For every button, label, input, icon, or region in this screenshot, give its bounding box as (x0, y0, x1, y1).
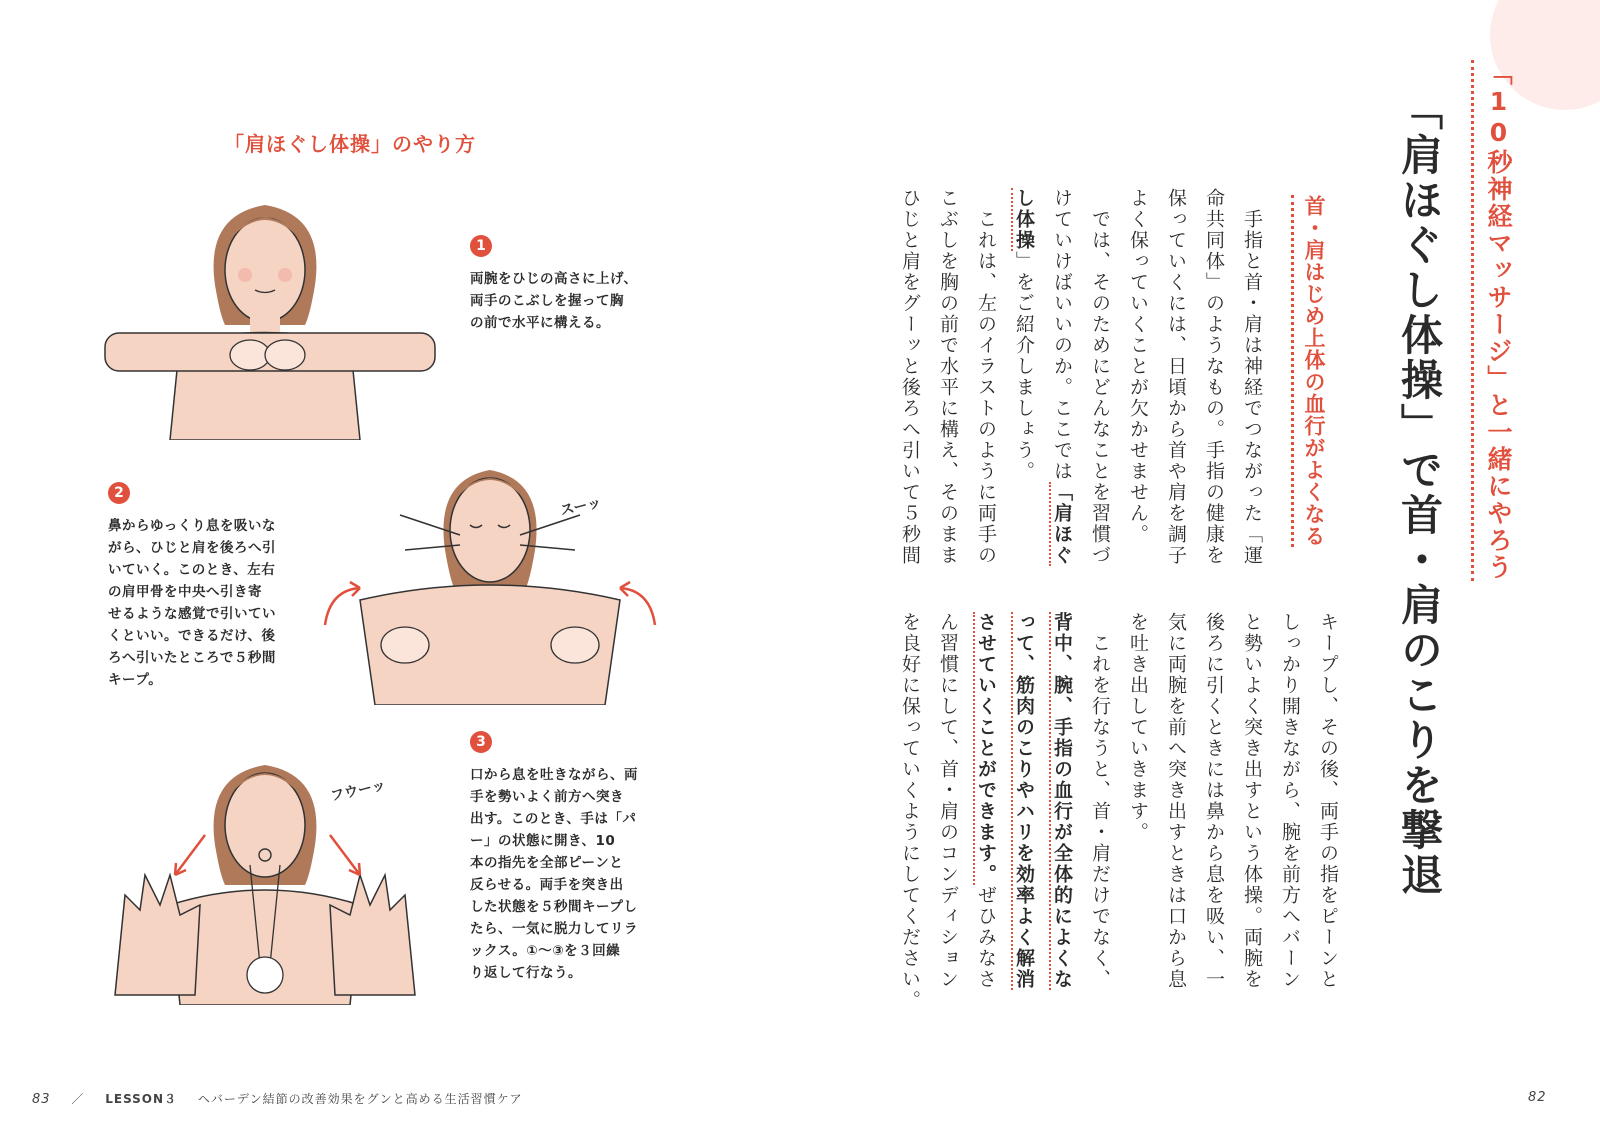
body-lower-line-1: キープし、その後、両手の指をピーンと (1317, 612, 1339, 990)
body-upper-line-1: 手指と首・肩は神経でつながった「運 (1241, 188, 1263, 566)
figure-step-3 (110, 735, 450, 1005)
body-lower-line-9: って、筋肉のこりやハリを効率よく解消 (1013, 612, 1035, 990)
body-lower-line-7: これを行なうと、首・肩だけでなく、 (1089, 612, 1111, 990)
howto-title: 「肩ほぐし体操」のやり方 (224, 132, 476, 156)
body-lower-line-10: させていくことができます。 (975, 612, 997, 885)
right-page (800, 0, 1600, 1135)
step-1-text: 両腕をひじの高さに上げ、 両手のこぶしを握って胸 の前で水平に構える。 (470, 271, 638, 331)
body-upper-line-7-tail: 」をご紹介しましょう。 (1013, 251, 1035, 482)
sfx-exhale: フウーッ (329, 777, 388, 805)
step-1-number: 1 (470, 235, 492, 257)
body-lower-line-10-tail: ぜひみなさ (975, 885, 997, 990)
body-upper-line-5: では、そのためにどんなことを習慣づ (1089, 188, 1111, 566)
subheading: 首・肩はじめ上体の血行がよくなる (1291, 195, 1329, 547)
body-lower-line-3: と勢いよく突き出すという体操。両腕を (1241, 612, 1263, 990)
left-footer (32, 1090, 523, 1107)
body-upper-highlight-1: 「肩ほぐ (1051, 482, 1073, 566)
page-title: 「肩ほぐし体操」で首・肩のこりを撃退 (1395, 88, 1444, 898)
body-lower-line-6: を吐き出していきます。 (1127, 612, 1149, 843)
body-upper-line-10: ひじと肩をグーッと後ろへ引いて５秒間 (899, 188, 921, 566)
body-upper-line-6: けていけばいいのか。ここでは (1051, 188, 1073, 482)
footer-lesson: LESSON３ (105, 1092, 178, 1106)
body-lower-line-2: しっかり開きながら、腕を前方へバーン (1279, 612, 1301, 990)
body-lower-line-11: ん習慣にして、首・肩のコンディション (937, 612, 959, 990)
body-upper-line-2: 命共同体」のようなもの。手指の健康を (1203, 188, 1225, 566)
series-label: 「10秒神経マッサージ」と一緒にやろう (1471, 60, 1516, 581)
footer-chapter: ヘバーデン結節の改善効果をグンと高める生活習慣ケア (197, 1092, 523, 1106)
footer-separator: ／ (71, 1092, 85, 1106)
body-upper-line-9: こぶしを胸の前で水平に構え、そのまま (937, 188, 959, 566)
body-upper-line-7: し体操 (1013, 188, 1035, 251)
body-upper-line-4: よく保っていくことが欠かせません。 (1127, 188, 1149, 545)
right-footer (1528, 1090, 1547, 1105)
step-2-number: 2 (108, 482, 130, 504)
step-3-number: 3 (470, 731, 492, 753)
step-2-text: 鼻からゆっくり息を吸いな がら、ひじと肩を後ろへ引 いていく。このとき、左右 の肩甲骨を中央へ引き寄 せるような感覚で引いてい くといい。できるだけ、後 ろへ引いたところで５秒間 キープ。 (108, 518, 276, 688)
body-lower (891, 612, 1347, 1012)
figure-step-2 (310, 440, 670, 705)
step-3-text: 口から息を吐きながら、両 手を勢いよく前方へ突き 出す。このとき、手は「パ ー」の状態に開き、10 本の指先を全部ピーンと 反らせる。両手を突き出 した状態を５秒間キープし たら、一気に脱力してリラ ックス。①〜③を３回繰 り返して行なう。 (470, 767, 638, 981)
right-page-number: 82 (1528, 1090, 1547, 1105)
body-lower-line-12: を良好に保っていくようにしてください。 (899, 612, 921, 1011)
body-upper (891, 188, 1271, 568)
body-upper-line-3: 保っていくには、日頃から首や肩を調子 (1165, 188, 1187, 566)
body-lower-line-4: 後ろに引くときには鼻から息を吸い、一 (1203, 612, 1225, 990)
body-upper-line-8: これは、左のイラストのように両手の (975, 188, 997, 566)
sfx-inhale: スーッ (558, 494, 603, 520)
figure-step-1 (100, 175, 440, 440)
left-page-number: 83 (32, 1092, 51, 1107)
body-lower-line-5: 気に両腕を前へ突き出すときは口から息 (1165, 612, 1187, 990)
body-lower-line-8: 背中、腕、手指の血行が全体的によくな (1051, 612, 1073, 990)
